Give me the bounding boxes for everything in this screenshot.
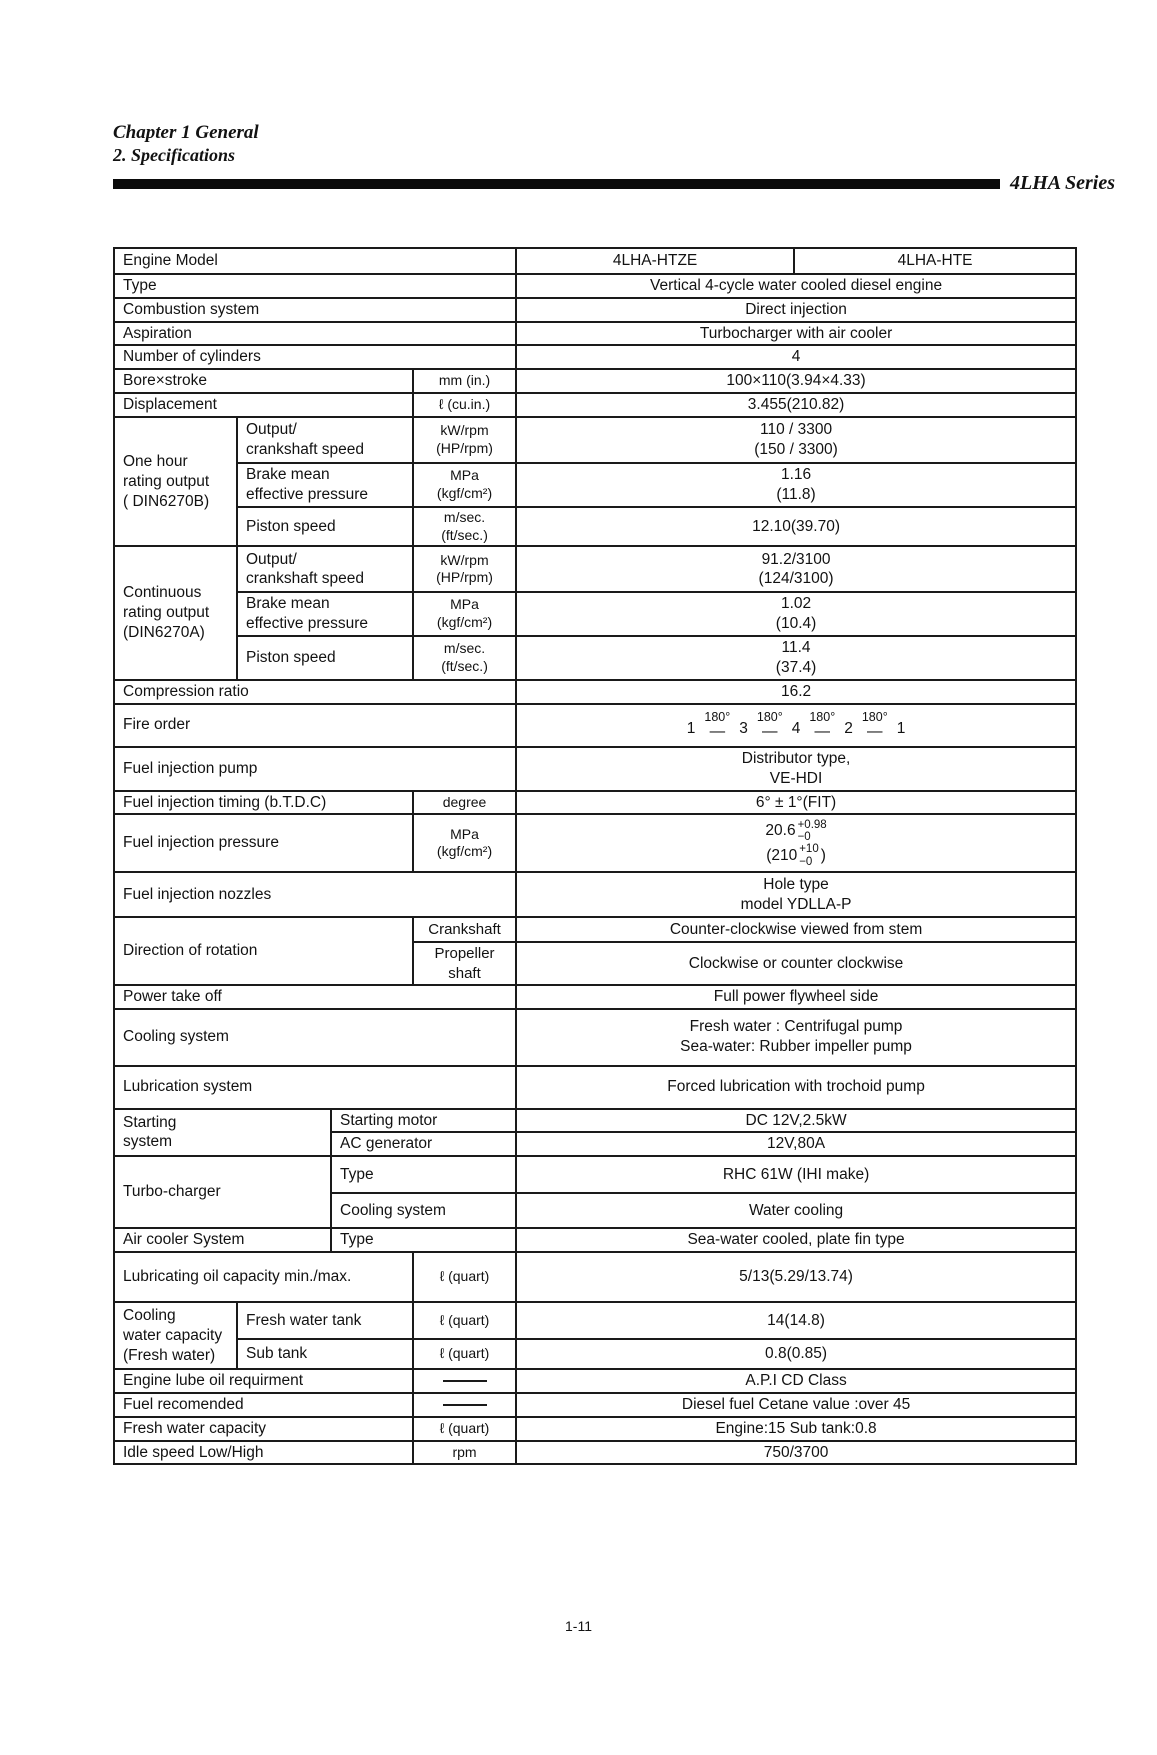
label-fuel-injection-pressure: Fuel injection pressure <box>114 814 413 872</box>
table-row <box>114 417 1076 463</box>
label-air-cooler-system: Air cooler System <box>114 1228 331 1252</box>
label-bore-stroke: Bore×stroke <box>114 369 413 393</box>
table-row <box>114 298 1076 322</box>
label-turbo-cooling-system: Cooling system <box>331 1193 516 1228</box>
unit-bore-stroke: mm (in.) <box>413 369 516 393</box>
table-row <box>114 592 1076 636</box>
tolerance-value: (210 +10 −0 ) <box>766 843 826 868</box>
value-fuel-injection-timing: 6° ± 1°(FIT) <box>516 791 1076 815</box>
table-row <box>114 747 1076 791</box>
label-fire-order: Fire order <box>114 704 516 747</box>
label-lubrication-system: Lubrication system <box>114 1066 516 1109</box>
group-starting-system: Starting system <box>114 1109 331 1157</box>
unit-quart: ℓ (quart) <box>413 1252 516 1302</box>
value-turbo-cooling-system: Water cooling <box>516 1193 1076 1228</box>
value-cooling-system: Fresh water : Centrifugal pump Sea-water: Rubber impeller pump <box>516 1009 1076 1066</box>
table-row <box>114 704 1076 747</box>
label-engine-lube-oil-requirment: Engine lube oil requirment <box>114 1369 413 1393</box>
unit-m-sec: m/sec. (ft/sec.) <box>413 507 516 547</box>
value-sub-tank: 0.8(0.85) <box>516 1339 1076 1369</box>
table-row <box>114 680 1076 704</box>
value-continuous-piston-speed: 11.4 (37.4) <box>516 636 1076 680</box>
label-combustion-system: Combustion system <box>114 298 516 322</box>
unit-quart: ℓ (quart) <box>413 1417 516 1441</box>
page-header <box>113 122 1157 195</box>
value-fire-order <box>516 704 1076 747</box>
unit-mpa: MPa (kgf/cm²) <box>413 814 516 872</box>
value-bore-stroke: 100×110(3.94×4.33) <box>516 369 1076 393</box>
label-brake-mean-effective-pressure: Brake mean effective pressure <box>237 463 413 507</box>
table-row <box>114 463 1076 507</box>
table-row <box>114 814 1076 872</box>
label-number-of-cylinders: Number of cylinders <box>114 345 516 369</box>
series-label: 4LHA Series <box>1010 172 1116 194</box>
sublabel-crankshaft: Crankshaft <box>413 917 516 942</box>
sublabel-propeller-shaft: Propeller shaft <box>413 942 516 984</box>
unit-kw-rpm: kW/rpm (HP/rpm) <box>413 546 516 592</box>
table-row <box>114 322 1076 346</box>
value-4lha-htze: 4LHA-HTZE <box>516 248 794 274</box>
unit-dash <box>413 1393 516 1417</box>
unit-degree: degree <box>413 791 516 815</box>
specs-table <box>113 247 1077 1465</box>
label-compression-ratio: Compression ratio <box>114 680 516 704</box>
unit-mpa: MPa (kgf/cm²) <box>413 592 516 636</box>
value-turbo-type: RHC 61W (IHI make) <box>516 1156 1076 1193</box>
value-fresh-water-capacity: Engine:15 Sub tank:0.8 <box>516 1417 1076 1441</box>
table-row <box>114 1066 1076 1109</box>
value-compression-ratio: 16.2 <box>516 680 1076 704</box>
label-ac-generator: AC generator <box>331 1132 516 1156</box>
label-aspiration: Aspiration <box>114 322 516 346</box>
value-fuel-injection-pump: Distributor type, VE-HDI <box>516 747 1076 791</box>
label-turbo-type: Type <box>331 1156 516 1193</box>
value-lubricating-oil-capacity: 5/13(5.29/13.74) <box>516 1252 1076 1302</box>
unit-dash <box>413 1369 516 1393</box>
group-cooling-water-capacity: Cooling water capacity (Fresh water) <box>114 1302 237 1369</box>
tolerance-value: 20.6 +0.98 −0 <box>765 818 827 843</box>
table-row <box>114 1252 1076 1302</box>
unit-mpa: MPa (kgf/cm²) <box>413 463 516 507</box>
header-bar <box>113 179 1000 189</box>
dash-placeholder <box>443 1380 487 1382</box>
unit-m-sec: m/sec. (ft/sec.) <box>413 636 516 680</box>
unit-kw-rpm: kW/rpm (HP/rpm) <box>413 417 516 463</box>
label-fuel-injection-nozzles: Fuel injection nozzles <box>114 872 516 917</box>
label-output-crankshaft-speed: Output/ crankshaft speed <box>237 417 413 463</box>
dash-placeholder <box>443 1404 487 1406</box>
label-lubricating-oil-capacity: Lubricating oil capacity min./max. <box>114 1252 413 1302</box>
value-number-of-cylinders: 4 <box>516 345 1076 369</box>
unit-quart: ℓ (quart) <box>413 1339 516 1369</box>
table-row <box>114 1369 1076 1393</box>
specs-table-body <box>114 248 1076 1464</box>
table-row <box>114 345 1076 369</box>
value-ac-generator: 12V,80A <box>516 1132 1076 1156</box>
table-row <box>114 1009 1076 1066</box>
page-number: 1-11 <box>565 1618 592 1634</box>
table-row <box>114 1393 1076 1417</box>
value-displacement: 3.455(210.82) <box>516 393 1076 417</box>
value-lubrication-system: Forced lubrication with trochoid pump <box>516 1066 1076 1109</box>
label-sub-tank: Sub tank <box>237 1339 413 1369</box>
label-air-cooler-type: Type <box>331 1228 516 1252</box>
table-row <box>114 1109 1076 1133</box>
value-power-take-off: Full power flywheel side <box>516 985 1076 1009</box>
value-crankshaft-rotation: Counter-clockwise viewed from stem <box>516 917 1076 942</box>
table-row <box>114 636 1076 680</box>
value-propeller-shaft-rotation: Clockwise or counter clockwise <box>516 942 1076 984</box>
value-starting-motor: DC 12V,2.5kW <box>516 1109 1076 1133</box>
value-combustion-system: Direct injection <box>516 298 1076 322</box>
label-fuel-injection-pump: Fuel injection pump <box>114 747 516 791</box>
table-row <box>114 917 1076 942</box>
label-fresh-water-capacity: Fresh water capacity <box>114 1417 413 1441</box>
header-rule <box>113 172 1157 195</box>
table-row <box>114 507 1076 547</box>
label-power-take-off: Power take off <box>114 985 516 1009</box>
value-one-hour-piston-speed: 12.10(39.70) <box>516 507 1076 547</box>
table-row <box>114 1441 1076 1465</box>
unit-quart: ℓ (quart) <box>413 1302 516 1339</box>
label-piston-speed: Piston speed <box>237 636 413 680</box>
table-row <box>114 248 1076 274</box>
table-row <box>114 872 1076 917</box>
page-footer <box>0 1618 1157 1634</box>
group-continuous-rating-output: Continuous rating output (DIN6270A) <box>114 546 237 679</box>
label-engine-model: Engine Model <box>114 248 516 274</box>
table-row <box>114 546 1076 592</box>
value-4lha-hte: 4LHA-HTE <box>794 248 1076 274</box>
table-row <box>114 393 1076 417</box>
label-type: Type <box>114 274 516 298</box>
table-row <box>114 1156 1076 1193</box>
label-direction-of-rotation: Direction of rotation <box>114 917 413 984</box>
table-row <box>114 1417 1076 1441</box>
label-idle-speed: Idle speed Low/High <box>114 1441 413 1465</box>
value-fresh-water-tank: 14(14.8) <box>516 1302 1076 1339</box>
table-row <box>114 274 1076 298</box>
value-type: Vertical 4-cycle water cooled diesel engine <box>516 274 1076 298</box>
label-brake-mean-effective-pressure: Brake mean effective pressure <box>237 592 413 636</box>
label-displacement: Displacement <box>114 393 413 417</box>
value-continuous-bmep: 1.02 (10.4) <box>516 592 1076 636</box>
value-fuel-injection-pressure <box>516 814 1076 872</box>
chapter-title: Chapter 1 General <box>113 122 259 143</box>
group-one-hour-rating-output: One hour rating output ( DIN6270B) <box>114 417 237 546</box>
label-fuel-injection-timing: Fuel injection timing (b.T.D.C) <box>114 791 413 815</box>
label-cooling-system: Cooling system <box>114 1009 516 1066</box>
table-row <box>114 1228 1076 1252</box>
table-row <box>114 369 1076 393</box>
value-aspiration: Turbocharger with air cooler <box>516 322 1076 346</box>
table-row <box>114 1339 1076 1369</box>
table-row <box>114 1302 1076 1339</box>
label-starting-motor: Starting motor <box>331 1109 516 1133</box>
fire-order-diagram: 1 180° — 3 180° — 4 180° — 2 180° — 1 <box>686 710 906 740</box>
unit-displacement: ℓ (cu.in.) <box>413 393 516 417</box>
value-idle-speed: 750/3700 <box>516 1441 1076 1465</box>
table-row <box>114 985 1076 1009</box>
table-row <box>114 791 1076 815</box>
value-fuel-recomended: Diesel fuel Cetane value :over 45 <box>516 1393 1076 1417</box>
unit-rpm: rpm <box>413 1441 516 1465</box>
value-continuous-output: 91.2/3100 (124/3100) <box>516 546 1076 592</box>
group-turbo-charger: Turbo-charger <box>114 1156 331 1228</box>
label-piston-speed: Piston speed <box>237 507 413 547</box>
value-fuel-injection-nozzles: Hole type model YDLLA-P <box>516 872 1076 917</box>
value-one-hour-output: 110 / 3300 (150 / 3300) <box>516 417 1076 463</box>
value-one-hour-bmep: 1.16 (11.8) <box>516 463 1076 507</box>
section-title: 2. Specifications <box>113 145 235 165</box>
label-fuel-recomended: Fuel recomended <box>114 1393 413 1417</box>
label-fresh-water-tank: Fresh water tank <box>237 1302 413 1339</box>
value-engine-lube-oil-requirment: A.P.I CD Class <box>516 1369 1076 1393</box>
value-air-cooler-type: Sea-water cooled, plate fin type <box>516 1228 1076 1252</box>
label-output-crankshaft-speed: Output/ crankshaft speed <box>237 546 413 592</box>
